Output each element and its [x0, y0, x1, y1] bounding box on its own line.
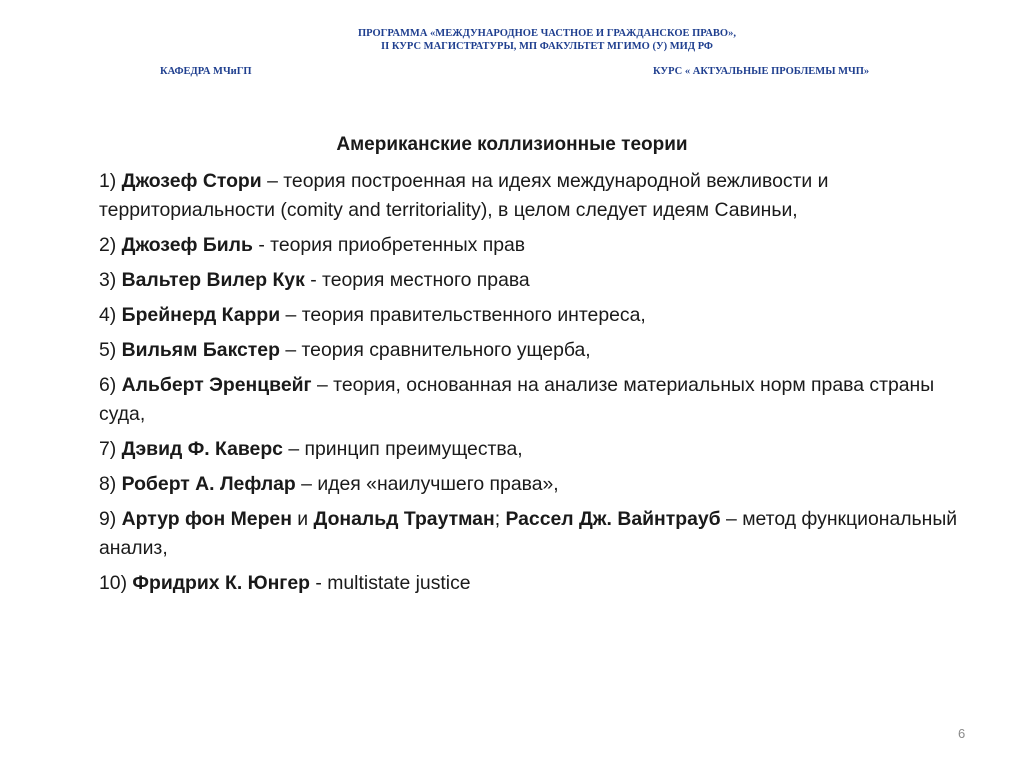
item-number: 9): [99, 508, 122, 530]
author-name: Роберт А. Лефлар: [121, 473, 296, 495]
item-description: - теория приобретенных прав: [252, 234, 526, 256]
page-number: 6: [958, 726, 966, 741]
item-number: 4): [99, 304, 122, 326]
author-name: Фридрих К. Юнгер: [132, 572, 311, 594]
author-name: Альберт Эренцвейг: [121, 374, 312, 396]
program-header: [0, 27, 1024, 53]
author-name: Дональд Траутман: [313, 508, 495, 530]
header-row: [0, 66, 1024, 80]
separator: ;: [494, 508, 506, 530]
department-label: КАФЕДРА МЧиГП: [160, 66, 252, 77]
author-name: Артур фон Мерен: [121, 508, 292, 530]
author-name: Вильям Бакстер: [121, 339, 280, 361]
author-name: Рассел Дж. Вайнтрауб: [505, 508, 721, 530]
author-name: Вальтер Вилер Кук: [121, 269, 305, 291]
list-item: [99, 371, 979, 429]
list-item: [99, 505, 979, 563]
program-line-2: II КУРС МАГИСТРАТУРЫ, МП ФАКУЛЬТЕТ МГИМО (У) МИД РФ: [381, 41, 713, 52]
list-item: [99, 167, 979, 225]
list-item: [99, 301, 979, 330]
item-number: 8): [99, 473, 122, 495]
item-description: – идея «наилучшего права»,: [295, 473, 559, 495]
item-description: – теория построенная на идеях международной вежливости и территориальности (comity and territoriality), в целом следует идеям Савиньи,: [99, 170, 829, 221]
item-description: - multistate justice: [310, 572, 471, 594]
author-name: Брейнерд Карри: [121, 304, 281, 326]
item-description: – теория правительственного интереса,: [280, 304, 646, 326]
list-item: [99, 435, 979, 464]
list-item: [99, 266, 979, 295]
item-description: – теория, основанная на анализе материальных норм права страны суда,: [99, 374, 935, 425]
list-item: [99, 231, 979, 260]
slide-title: Американские коллизионные теории: [336, 134, 688, 155]
item-number: 3): [99, 269, 122, 291]
item-number: 5): [99, 339, 122, 361]
item-description: – принцип преимущества,: [282, 438, 523, 460]
list-item: [99, 569, 979, 598]
item-description: – метод функциональный анализ,: [99, 508, 958, 559]
author-name: Джозеф Стори: [121, 170, 262, 192]
item-number: 6): [99, 374, 122, 396]
item-number: 1): [99, 170, 122, 192]
item-description: - теория местного права: [304, 269, 530, 291]
list-item: [99, 470, 979, 499]
course-label: КУРС « АКТУАЛЬНЫЕ ПРОБЛЕМЫ МЧП»: [653, 66, 870, 77]
item-description: – теория сравнительного ущерба,: [279, 339, 591, 361]
list-item: [99, 336, 979, 365]
program-line-1: ПРОГРАММА «МЕЖДУНАРОДНОЕ ЧАСТНОЕ И ГРАЖДАНСКОЕ ПРАВО»,: [358, 28, 736, 39]
item-number: 7): [99, 438, 122, 460]
item-number: 10): [99, 572, 133, 594]
conjunction: и: [291, 508, 314, 530]
author-name: Джозеф Биль: [121, 234, 253, 256]
theories-list: [99, 167, 979, 604]
item-number: 2): [99, 234, 122, 256]
author-name: Дэвид Ф. Каверс: [121, 438, 283, 460]
